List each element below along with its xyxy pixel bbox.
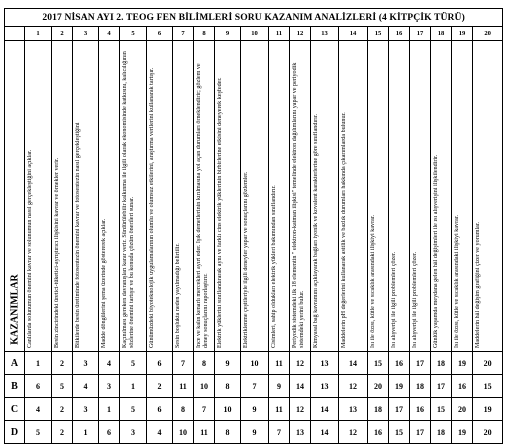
booklet-question-number: 8: [194, 352, 215, 375]
kazanim-cell: [147, 41, 173, 352]
booklet-question-number: 17: [431, 375, 452, 398]
kazanim-text: Elektrik yüklerini sınıflandırarak aynı ve farklı cins elektrik yüklerinin birbirlerine etkisini deneyerek keşfeder.: [217, 77, 223, 348]
kazanim-text: Periyodik sistemdeki ilk 18 elementin " elektron-katman ilişkisi" temelinde elektron dağılımlarını yapar ve periyodik sistemdeki yerini bulur.: [292, 62, 306, 348]
booklet-question-number: 5: [25, 421, 52, 444]
booklet-question-number: 9: [241, 398, 269, 421]
kazanim-cell: [215, 41, 241, 352]
booklet-question-number: 18: [410, 375, 431, 398]
booklet-question-number: 19: [473, 398, 503, 421]
booklet-label: C: [5, 398, 25, 421]
booklet-question-number: 1: [99, 398, 120, 421]
booklet-question-number: 7: [194, 398, 215, 421]
question-number-row: [5, 27, 503, 41]
booklet-label: D: [5, 421, 25, 444]
booklet-question-number: 20: [473, 421, 503, 444]
question-number: 3: [73, 27, 99, 41]
booklet-question-number: 2: [52, 398, 73, 421]
kazanim-cell: [173, 41, 194, 352]
booklet-question-number: 6: [147, 352, 173, 375]
booklet-label: B: [5, 375, 25, 398]
kazanim-cell: [73, 41, 99, 352]
booklet-question-number: 15: [368, 352, 389, 375]
booklet-question-number: 12: [339, 421, 368, 444]
booklet-question-number: 13: [290, 421, 311, 444]
kazanim-text: Besin zincirindeki üretici-tüketici-ayrıştırıcı ilişkisini kavrar ve örnekler verir.: [54, 157, 60, 348]
question-number: 17: [410, 27, 431, 41]
answer-key-body: [5, 352, 503, 444]
question-number: 1: [25, 27, 52, 41]
kazanim-text: Canlılarda solunumun önemini kavrar ve solunumun nasıl gerçekleştiğini açıklar.: [27, 149, 33, 348]
booklet-question-number: 9: [241, 421, 269, 444]
kazanim-cell: [339, 41, 368, 352]
booklet-question-number: 15: [389, 421, 410, 444]
booklet-question-number: 5: [120, 352, 147, 375]
corner-cell: [5, 27, 25, 41]
booklet-question-number: 6: [25, 375, 52, 398]
booklet-question-number: 11: [269, 352, 290, 375]
kazanim-cell: [194, 41, 215, 352]
booklet-question-number: 2: [52, 421, 73, 444]
kazanim-cell: [241, 41, 269, 352]
kazanim-text: Maddelerin hâl değişim grafiğini çizer ve yorumlar.: [475, 221, 481, 348]
booklet-question-number: 4: [25, 398, 52, 421]
booklet-question-number: 6: [99, 421, 120, 444]
kazanim-cell: [99, 41, 120, 352]
booklet-question-number: 18: [368, 398, 389, 421]
kazanim-text: Isı ile özısı, kütle ve sıcaklık arasındaki ilişkiyi kavrar.: [370, 214, 376, 348]
kazanim-cell: [410, 41, 431, 352]
question-number: 19: [452, 27, 473, 41]
kazanim-cell: [311, 41, 339, 352]
kazanim-text: Günümüzdeki biyoteknolojik uygulamalarının olumlu ve olumsuz etkilerini, araştırma verilerini kullanarak tartışır.: [149, 67, 155, 348]
kazanim-text: Sesin boşlukta neden yayılmadığı belirtilir.: [175, 243, 181, 348]
question-number: 12: [290, 27, 311, 41]
kazanim-text: Kimyasal bağ kavramını açıklayarak bağları iyonik ve kovalent karakterlerine göre sınıflandırır.: [313, 113, 319, 348]
question-number: 10: [241, 27, 269, 41]
booklet-question-number: 1: [120, 375, 147, 398]
kazanim-cell: [25, 41, 52, 352]
booklet-question-number: 12: [290, 352, 311, 375]
booklet-question-number: 20: [368, 375, 389, 398]
kazanim-text: Isı ile özısı, kütle ve sıcaklık arasındaki ilişkiyi kavrar.: [454, 214, 460, 348]
booklet-question-number: 18: [431, 421, 452, 444]
kazanim-table: [4, 8, 503, 444]
kazanim-row: [5, 41, 503, 352]
question-number: 2: [52, 27, 73, 41]
kazanim-cell: [431, 41, 452, 352]
kazanimlar-label: KAZANIMLAR: [9, 274, 20, 345]
booklet-question-number: 19: [452, 352, 473, 375]
question-number: 13: [311, 27, 339, 41]
booklet-question-number: 8: [215, 375, 241, 398]
booklet-question-number: 14: [311, 421, 339, 444]
kazanim-cell: [52, 41, 73, 352]
booklet-question-number: 4: [147, 421, 173, 444]
booklet-question-number: 3: [73, 398, 99, 421]
booklet-question-number: 11: [194, 421, 215, 444]
kazanim-text: Maddelerin pH değerlerini kullanarak asitlik ve bazlık durumları hakkında çıkarımlarda bulunur.: [341, 112, 347, 348]
booklet-question-number: 14: [339, 352, 368, 375]
booklet-question-number: 11: [173, 375, 194, 398]
booklet-question-number: 3: [99, 375, 120, 398]
booklet-question-number: 7: [173, 352, 194, 375]
booklet-question-number: 13: [311, 352, 339, 375]
booklet-question-number: 13: [311, 375, 339, 398]
kazanim-cell: [269, 41, 290, 352]
kazanim-text: İnce ve kalın kenarlı mercekleri ayırt eder. Işık demetlerinin kırılmasına yol açan durumları örneklendirir; gözlem ve deney sonuçlarını raporlaştırır.: [196, 63, 210, 348]
kazanim-text: Günlük yaşamda meydana gelen hâl değişimleri ile ısı alışverişini ilişkilendirir.: [433, 154, 439, 348]
booklet-question-number: 16: [368, 421, 389, 444]
kazanim-cell: [290, 41, 311, 352]
question-number: 8: [194, 27, 215, 41]
booklet-question-number: 12: [290, 398, 311, 421]
booklet-question-number: 4: [99, 352, 120, 375]
booklet-row-d: [5, 421, 503, 444]
booklet-question-number: 17: [389, 398, 410, 421]
booklet-question-number: 20: [452, 398, 473, 421]
question-number: 5: [120, 27, 147, 41]
booklet-question-number: 13: [339, 398, 368, 421]
kazanim-text: Kaçınılması gereken davranışları karar verir. Sürdürülebilir kalkınma ile ilgili olarak ekonomisinde katkısını, kalıcılığının sözlerine önemini tartışır ve bu konuda çözüm önerileri sunar.: [122, 51, 136, 348]
question-number: 4: [99, 27, 120, 41]
kazanim-cell: [452, 41, 473, 352]
booklet-question-number: 7: [269, 421, 290, 444]
booklet-question-number: 9: [269, 375, 290, 398]
booklet-question-number: 8: [173, 398, 194, 421]
booklet-question-number: 1: [73, 421, 99, 444]
kazanim-text: Bitkilerde besin üretiminde fotosentezin önemini kavrar ve fotosentezin nasıl gerçekleştiğini: [75, 122, 81, 348]
booklet-question-number: 2: [147, 375, 173, 398]
kazanimlar-label-cell: [5, 41, 25, 352]
booklet-question-number: 10: [194, 375, 215, 398]
question-number: 11: [269, 27, 290, 41]
booklet-question-number: 3: [73, 352, 99, 375]
booklet-question-number: 17: [410, 421, 431, 444]
booklet-question-number: 19: [389, 375, 410, 398]
booklet-question-number: 10: [215, 398, 241, 421]
kazanim-text: Madde döngülerini şema üzerinde göstererek açıklar.: [101, 218, 107, 348]
booklet-question-number: 20: [473, 352, 503, 375]
booklet-question-number: 9: [215, 352, 241, 375]
booklet-question-number: 16: [452, 375, 473, 398]
booklet-question-number: 3: [120, 421, 147, 444]
booklet-question-number: 16: [389, 352, 410, 375]
kazanim-text: Elektriklenme çeşitleriyle ilgili deneyler yapar ve sonuçlarını gözlemler.: [243, 171, 249, 348]
question-number: 20: [473, 27, 503, 41]
kazanim-cell: [389, 41, 410, 352]
question-number: 16: [389, 27, 410, 41]
question-number: 15: [368, 27, 389, 41]
booklet-question-number: 8: [215, 421, 241, 444]
question-number: 9: [215, 27, 241, 41]
booklet-question-number: 10: [241, 352, 269, 375]
booklet-row-b: [5, 375, 503, 398]
question-number: 18: [431, 27, 452, 41]
question-number: 7: [173, 27, 194, 41]
booklet-question-number: 12: [339, 375, 368, 398]
booklet-question-number: 10: [173, 421, 194, 444]
table-title: 2017 NİSAN AYI 2. TEOG FEN BİLİMLERİ SORU KAZANIM ANALİZLERİ (4 KİTPÇİK TÜRÜ): [5, 9, 503, 27]
kazanim-text: Isı alışverişi ile ilgili problemleri çözer.: [412, 251, 418, 348]
booklet-label: A: [5, 352, 25, 375]
booklet-question-number: 5: [52, 375, 73, 398]
booklet-row-a: [5, 352, 503, 375]
booklet-question-number: 14: [311, 398, 339, 421]
booklet-question-number: 18: [431, 352, 452, 375]
booklet-question-number: 15: [431, 398, 452, 421]
booklet-question-number: 16: [410, 398, 431, 421]
question-number: 14: [339, 27, 368, 41]
booklet-question-number: 4: [73, 375, 99, 398]
booklet-question-number: 2: [52, 352, 73, 375]
kazanim-text: Isı alışverişi ile ilgili problemleri çözer.: [391, 251, 397, 348]
question-number: 6: [147, 27, 173, 41]
booklet-question-number: 19: [452, 421, 473, 444]
booklet-question-number: 15: [473, 375, 503, 398]
booklet-question-number: 14: [290, 375, 311, 398]
kazanim-cell: [473, 41, 503, 352]
booklet-question-number: 7: [241, 375, 269, 398]
booklet-row-c: [5, 398, 503, 421]
booklet-question-number: 6: [147, 398, 173, 421]
kazanim-text: Cisimleri, sahip oldukları elektrik yükleri bakımından sınıflandırır.: [271, 185, 277, 348]
booklet-question-number: 17: [410, 352, 431, 375]
booklet-question-number: 1: [25, 352, 52, 375]
kazanim-cell: [120, 41, 147, 352]
booklet-question-number: 5: [120, 398, 147, 421]
booklet-question-number: 11: [269, 398, 290, 421]
kazanim-cell: [368, 41, 389, 352]
